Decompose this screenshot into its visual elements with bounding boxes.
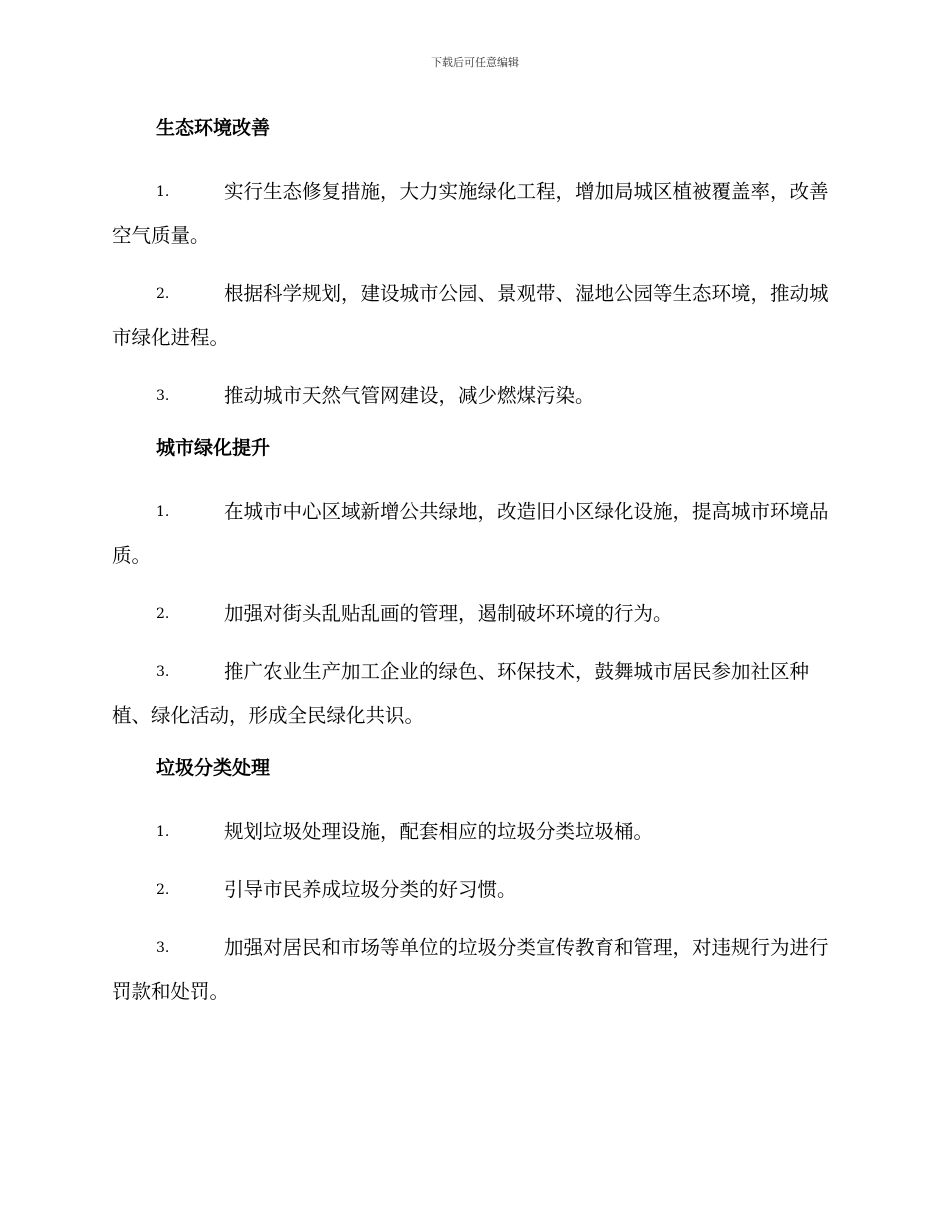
list-text: 推广农业生产加工企业的绿色、环保技术，鼓舞城市居民参加社区种植、绿化活动，形成全民绿化共识。 xyxy=(112,660,810,727)
list-number: 1. xyxy=(156,504,170,520)
list-text: 加强对街头乱贴乱画的管理，遏制破坏环境的行为。 xyxy=(224,602,673,625)
list-text: 在城市中心区域新增公共绿地，改造旧小区绿化设施，提高城市环境品质。 xyxy=(112,500,829,567)
document-body xyxy=(112,112,838,1028)
list-item xyxy=(112,592,838,636)
list-item xyxy=(112,650,838,738)
list-number: 2. xyxy=(156,882,170,898)
page-header-note: 下载后可任意编辑 xyxy=(431,56,519,69)
list-text: 加强对居民和市场等单位的垃圾分类宣传教育和管理，对违规行为进行罚款和处罚。 xyxy=(112,936,829,1003)
list-text: 推动城市天然气管网建设，减少燃煤污染。 xyxy=(224,384,595,407)
list-number: 1. xyxy=(156,824,170,840)
list-item xyxy=(112,170,838,258)
list-number: 2. xyxy=(156,286,170,302)
list-text: 引导市民养成垃圾分类的好习惯。 xyxy=(224,878,517,901)
list-number: 3. xyxy=(156,664,170,680)
list-text: 根据科学规划，建设城市公园、景观带、湿地公园等生态环境，推动城市绿化进程。 xyxy=(112,282,829,349)
list-item xyxy=(112,272,838,360)
list-item xyxy=(112,490,838,578)
list-item xyxy=(112,374,838,418)
list-text: 实行生态修复措施，大力实施绿化工程，增加局城区植被覆盖率，改善空气质量。 xyxy=(112,180,829,247)
list-text: 规划垃圾处理设施，配套相应的垃圾分类垃圾桶。 xyxy=(224,820,654,843)
list-number: 2. xyxy=(156,606,170,622)
list-item xyxy=(112,926,838,1014)
list-item xyxy=(112,810,838,854)
section-title: 生态环境改善 xyxy=(156,117,271,139)
section-title: 城市绿化提升 xyxy=(156,437,271,459)
list-number: 1. xyxy=(156,184,170,200)
list-number: 3. xyxy=(156,940,170,956)
list-item xyxy=(112,868,838,912)
list-number: 3. xyxy=(156,388,170,404)
section-title: 垃圾分类处理 xyxy=(156,757,271,779)
